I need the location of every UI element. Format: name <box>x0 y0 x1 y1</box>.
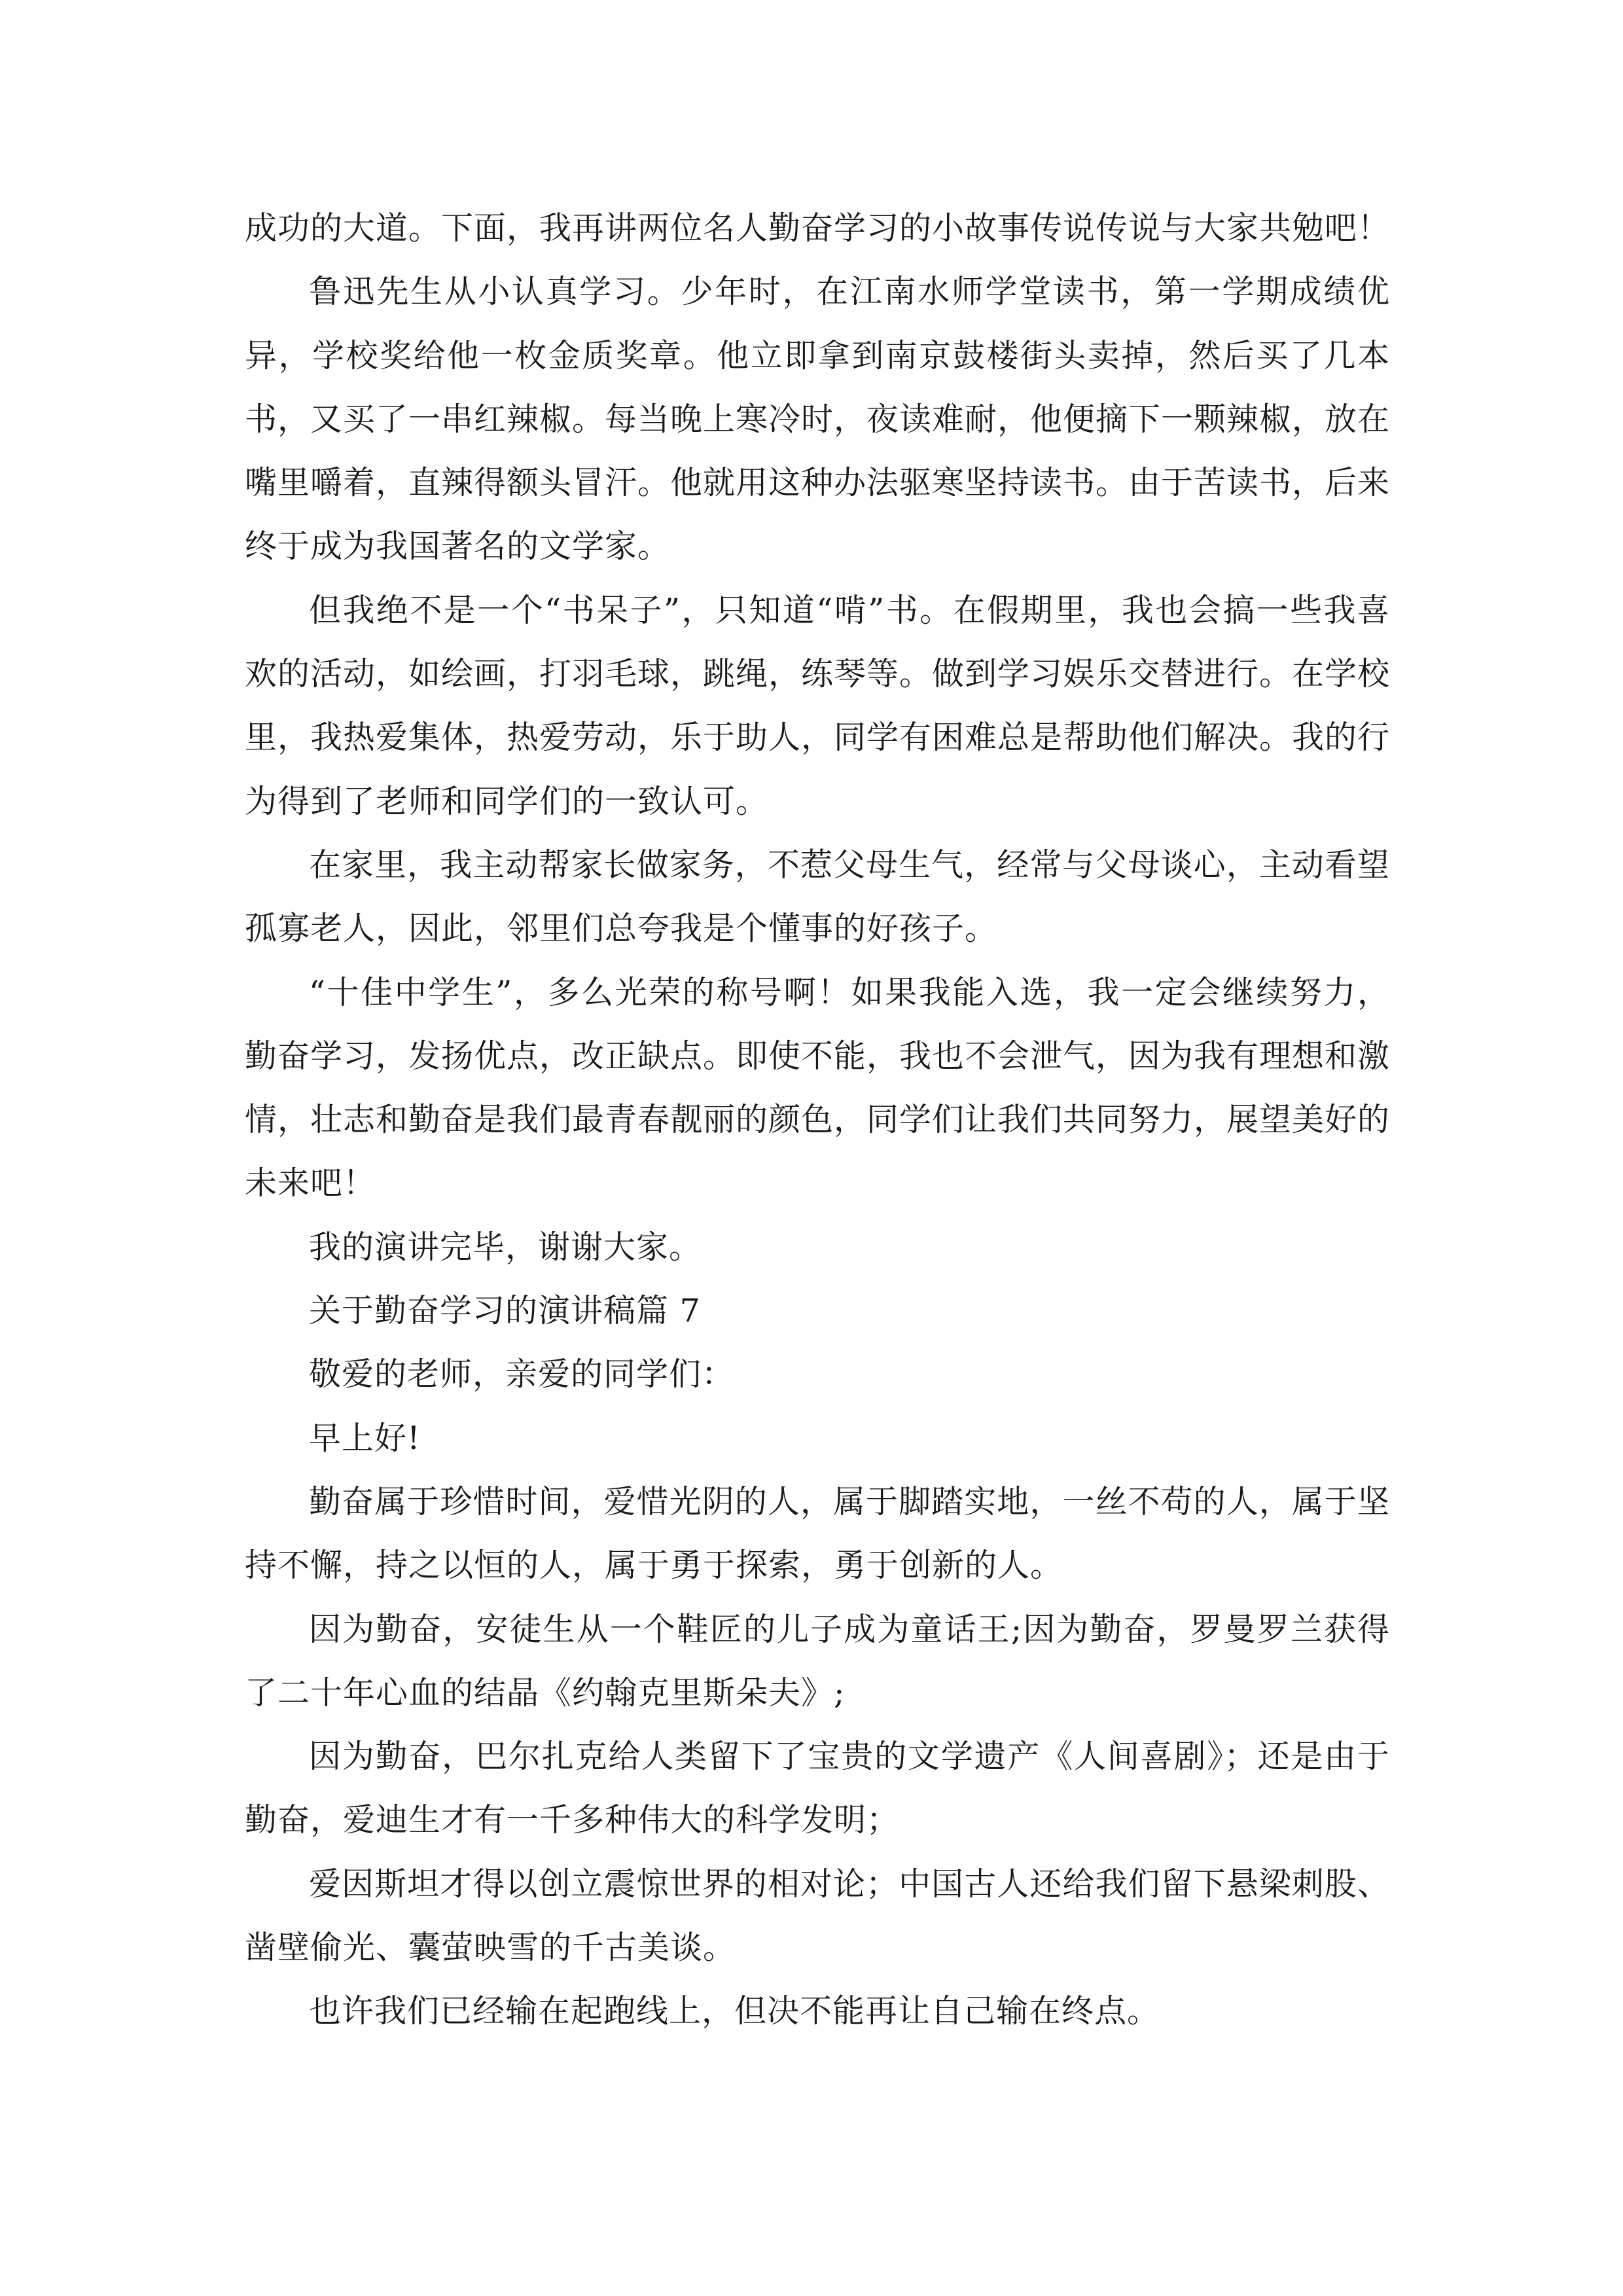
paragraph: 我的演讲完毕，谢谢大家。 <box>309 1228 702 1266</box>
paragraph: 在家里，我主动帮家长做家务，不惹父母生气，经常与父母谈心，主动看望孤寡老人，因此，邻里们总夸我是个懂事的好孩子。 <box>245 846 1390 948</box>
salutation: 敬爱的老师，亲爱的同学们： <box>309 1355 735 1393</box>
document-body <box>245 196 1390 2043</box>
section-heading: 关于勤奋学习的演讲稿篇 7 <box>309 1292 701 1330</box>
paragraph: 但我绝不是一个“书呆子”，只知道“啃”书。在假期里，我也会搞一些我喜欢的活动，如绘画，打羽毛球，跳绳，练琴等。做到学习娱乐交替进行。在学校里，我热爱集体，热爱劳动，乐于助人，同学有困难总是帮助他们解决。我的行为得到了老师和同学们的一致认可。 <box>245 591 1391 820</box>
paragraph: 因为勤奋，安徒生从一个鞋匠的儿子成为童话王;因为勤奋，罗曼罗兰获得了二十年心血的结晶《约翰克里斯朵夫》; <box>245 1610 1390 1712</box>
paragraph: 鲁迅先生从小认真学习。少年时，在江南水师学堂读书，第一学期成绩优异，学校奖给他一枚金质奖章。他立即拿到南京鼓楼街头卖掉，然后买了几本书，又买了一串红辣椒。每当晚上寒冷时，夜读难耐，他便摘下一颗辣椒，放在嘴里嚼着，直辣得额头冒汗。他就用这种办法驱寒坚持读书。由于苦读书，后来终于成为我国著名的文学家。 <box>245 273 1391 565</box>
paragraph: 也许我们已经输在起跑线上，但决不能再让自己输在终点。 <box>309 1992 1160 2030</box>
greeting: 早上好! <box>309 1419 421 1457</box>
paragraph: “十佳中学生”，多么光荣的称号啊！如果我能入选，我一定会继续努力，勤奋学习，发扬优点，改正缺点。即使不能，我也不会泄气，因为我有理想和激情，壮志和勤奋是我们最青春靓丽的颜色，同学们让我们共同努力，展望美好的未来吧！ <box>245 973 1391 1202</box>
paragraph: 爱因斯坦才得以创立震惊世界的相对论；中国古人还给我们留下悬梁刺股、凿壁偷光、囊萤映雪的千古美谈。 <box>245 1865 1390 1967</box>
paragraph: 因为勤奋，巴尔扎克给人类留下了宝贵的文学遗产《人间喜剧》；还是由于勤奋，爱迪生才有一千多种伟大的科学发明； <box>245 1738 1390 1839</box>
paragraph: 成功的大道。下面，我再讲两位名人勤奋学习的小故事传说传说与大家共勉吧！ <box>245 209 1391 247</box>
paragraph: 勤奋属于珍惜时间，爱惜光阴的人，属于脚踏实地，一丝不苟的人，属于坚持不懈，持之以恒的人，属于勇于探索，勇于创新的人。 <box>245 1482 1390 1585</box>
